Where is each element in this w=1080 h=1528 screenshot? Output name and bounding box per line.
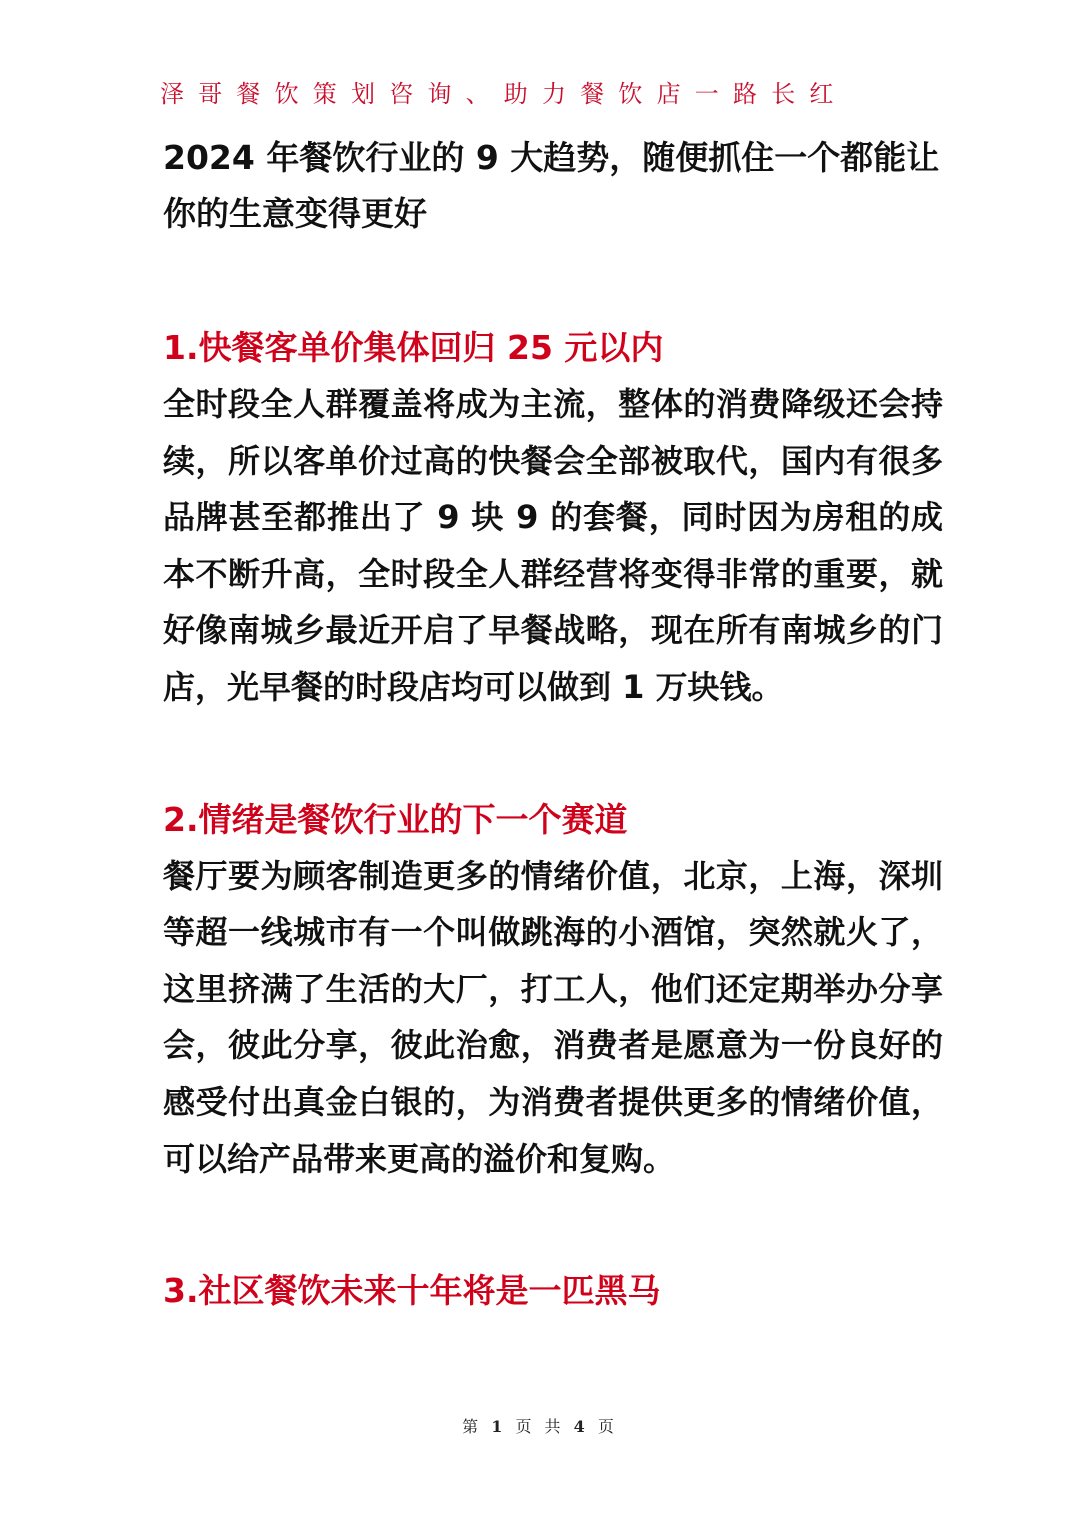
- footer-prefix: 第: [462, 1417, 483, 1436]
- footer-page-number: 1: [491, 1417, 507, 1436]
- section-3: [163, 1263, 943, 1319]
- section-heading: 2.情绪是餐饮行业的下一个赛道: [163, 799, 628, 839]
- section-2: [163, 792, 943, 1188]
- footer-middle: 页 共: [515, 1417, 565, 1436]
- section-body: 全时段全人群覆盖将成为主流，整体的消费降级还会持续，所以客单价过高的快餐会全部被取代，国内有很多品牌甚至都推出了 9 块 9 的套餐，同时因为房租的成本不断升高，全时段全人群经营将变得非常的重要，就好像南城乡最近开启了早餐战略，现在所有南城乡的门店，光早餐的时段店均可以做到 1 万块钱。: [163, 385, 943, 706]
- page-header: 泽哥餐饮策划咨询、助力餐饮店一路长红: [160, 80, 848, 108]
- footer-total-pages: 4: [573, 1417, 589, 1436]
- page-footer: [0, 1414, 1080, 1437]
- section-1: [163, 320, 943, 716]
- section-body: 餐厅要为顾客制造更多的情绪价值，北京，上海，深圳等超一线城市有一个叫做跳海的小酒馆，突然就火了，这里挤满了生活的大厂，打工人，他们还定期举办分享会，彼此分享，彼此治愈，消费者是愿意为一份良好的感受付出真金白银的，为消费者提供更多的情绪价值，可以给产品带来更高的溢价和复购。: [163, 856, 943, 1178]
- section-heading: 3.社区餐饮未来十年将是一匹黑马: [163, 1271, 661, 1311]
- page-content: [163, 130, 943, 1319]
- document-title: 2024 年餐饮行业的 9 大趋势，随便抓住一个都能让你的生意变得更好: [163, 138, 940, 233]
- footer-suffix: 页: [597, 1417, 618, 1436]
- section-heading: 1.快餐客单价集体回归 25 元以内: [163, 328, 664, 367]
